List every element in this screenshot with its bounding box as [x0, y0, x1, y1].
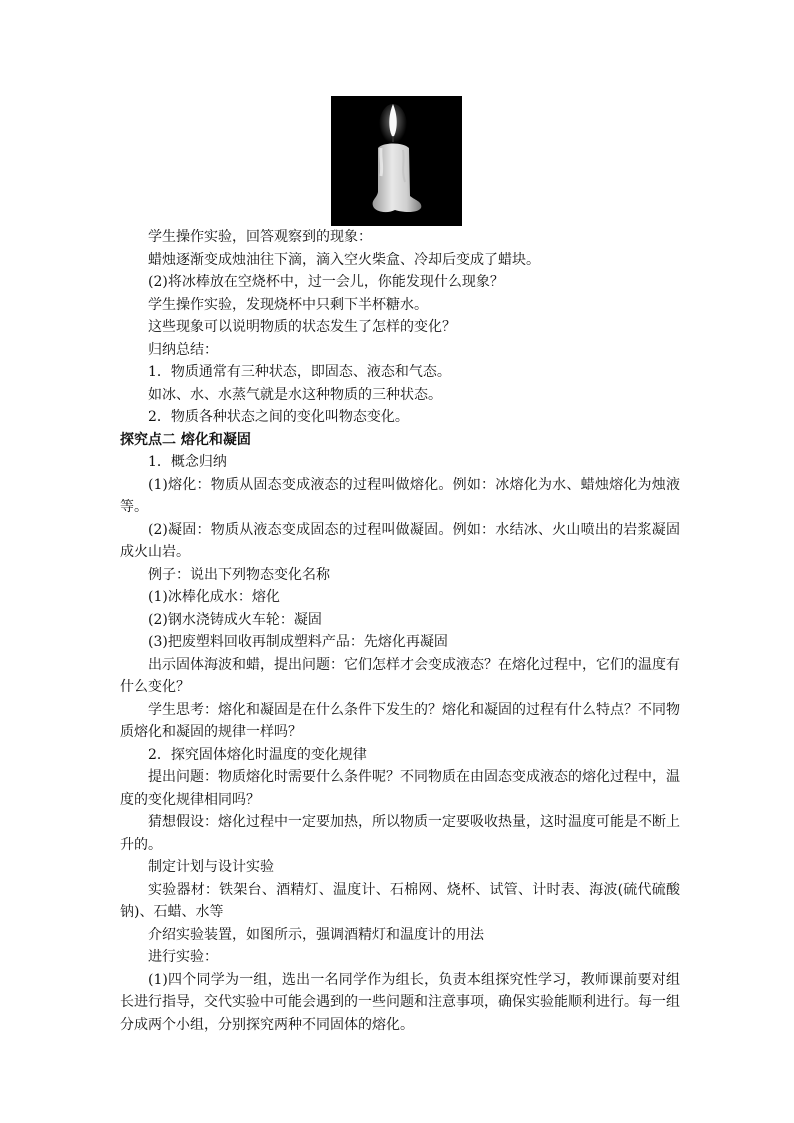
- paragraph: 学生操作实验，回答观察到的现象：: [148, 229, 372, 245]
- paragraph: 猜想假设：熔化过程中一定要加热，所以物质一定要吸收热量，这时温度可能是不断上升的。: [120, 814, 680, 853]
- paragraph: 归纳总结：: [148, 341, 218, 358]
- section-heading: 探究点二 熔化和凝固: [120, 431, 251, 448]
- paragraph: 学生操作实验，发现烧杯中只剩下半杯糖水。: [148, 296, 428, 313]
- paragraph: 进行实验：: [148, 949, 218, 965]
- paragraph: (2)凝固：物质从液态变成固态的过程叫做凝固。例如：水结冰、火山喷出的岩浆凝固成火山岩。: [120, 521, 680, 560]
- paragraph: 实验器材：铁架台、酒精灯、温度计、石棉网、烧杯、试管、计时表、海波(硫代硫酸钠)、石蜡、水等: [120, 881, 680, 920]
- paragraph: 例子：说出下列物态变化名称: [148, 566, 330, 583]
- candle-icon: [331, 96, 462, 226]
- paragraph: 2．物质各种状态之间的变化叫物态变化。: [148, 409, 409, 425]
- paragraph: (3)把废塑料回收再制成塑料产品：先熔化再凝固: [148, 634, 448, 650]
- paragraph: 1．物质通常有三种状态，即固态、液态和气态。: [148, 364, 451, 380]
- candle-image: [331, 96, 462, 226]
- paragraph: (1)四个同学为一组，选出一名同学作为组长，负责本组探究性学习，教师课前要对组长进行指导，交代实验中可能会遇到的一些问题和注意事项，确保实验能顺利进行。每一组分成两个小组，分别探究两种不同固体的熔化。: [120, 971, 680, 1033]
- paragraph: 蜡烛逐渐变成烛油往下滴，滴入空火柴盒、冷却后变成了蜡块。: [148, 251, 540, 268]
- paragraph: 1．概念归纳: [148, 454, 227, 470]
- document-body: [120, 226, 680, 1036]
- paragraph: 介绍实验装置，如图所示，强调酒精灯和温度计的用法: [148, 926, 484, 943]
- paragraph: (2)将冰棒放在空烧杯中，过一会儿，你能发现什么现象？: [148, 274, 504, 290]
- paragraph: 制定计划与设计实验: [148, 859, 274, 875]
- paragraph: 2．探究固体熔化时温度的变化规律: [148, 746, 367, 763]
- paragraph: 学生思考：熔化和凝固是在什么条件下发生的？熔化和凝固的过程有什么特点？不同物质熔化和凝固的规律一样吗？: [120, 701, 680, 740]
- paragraph: 提出问题：物质熔化时需要什么条件呢？不同物质在由固态变成液态的熔化过程中，温度的变化规律相同吗？: [120, 769, 680, 808]
- paragraph: 这些现象可以说明物质的状态发生了怎样的变化？: [148, 319, 456, 335]
- paragraph: (2)钢水浇铸成火车轮：凝固: [148, 611, 322, 628]
- paragraph: (1)熔化：物质从固态变成液态的过程叫做熔化。例如：冰熔化为水、蜡烛熔化为烛液等。: [120, 476, 680, 515]
- paragraph: 出示固体海波和蜡，提出问题：它们怎样才会变成液态？在熔化过程中，它们的温度有什么变化？: [120, 656, 680, 695]
- paragraph: 如冰、水、水蒸气就是水这种物质的三种状态。: [148, 386, 442, 403]
- paragraph: (1)冰棒化成水：熔化: [148, 589, 280, 605]
